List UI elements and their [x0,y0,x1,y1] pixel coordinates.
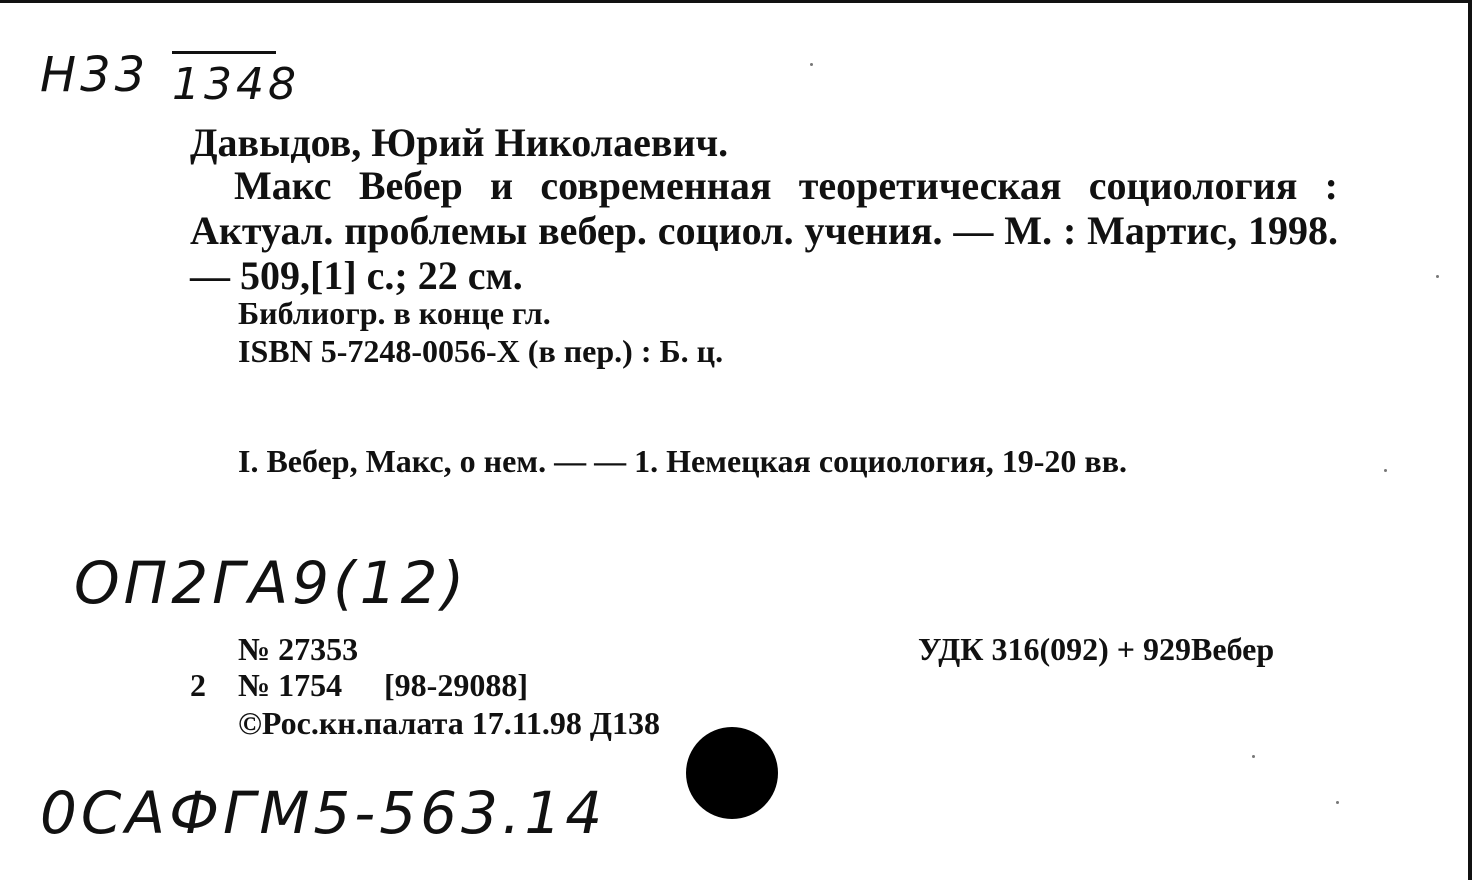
udc-line: УДК 316(092) + 929Вебер [918,631,1275,667]
shelfmark-prefix: H33 [40,47,150,103]
record-number: № 27353 [238,631,359,667]
scan-speck [1384,469,1387,472]
scan-speck [810,63,813,66]
inventory-code: 0САФГМ5-563.14 [40,779,607,847]
classification-code: ОП2ГА9(12) [74,549,469,617]
register-number: [98-29088] [384,667,528,703]
subject-tracings: I. Вебер, Макс, о нем. — — 1. Немецкая социология, 19-20 вв. [238,443,1127,479]
scan-speck [1336,801,1339,804]
copies-count: 2 [190,667,206,703]
author-heading: Давыдов, Юрий Николаевич. [190,120,729,165]
isbn-line: ISBN 5-7248-0056-X (в пер.) : Б. ц. [238,333,724,369]
punch-hole [686,727,778,819]
bibliography-note: Библиогр. в конце гл. [238,295,551,331]
shelfmark-number: 1348 [172,59,300,110]
shelfmark-overline [172,51,276,54]
title-block: Макс Вебер и современная теоретическая социология : Актуал. проблемы вебер. социол. учения. — М. : Мартис, 1998. — 509,[1] с.; 22 см. [190,163,1338,298]
card-number: № 1754 [238,667,343,703]
scan-speck [1436,275,1439,278]
scan-speck [1252,755,1255,758]
book-chamber-line: ©Рос.кн.палата 17.11.98 Д138 [238,705,660,741]
